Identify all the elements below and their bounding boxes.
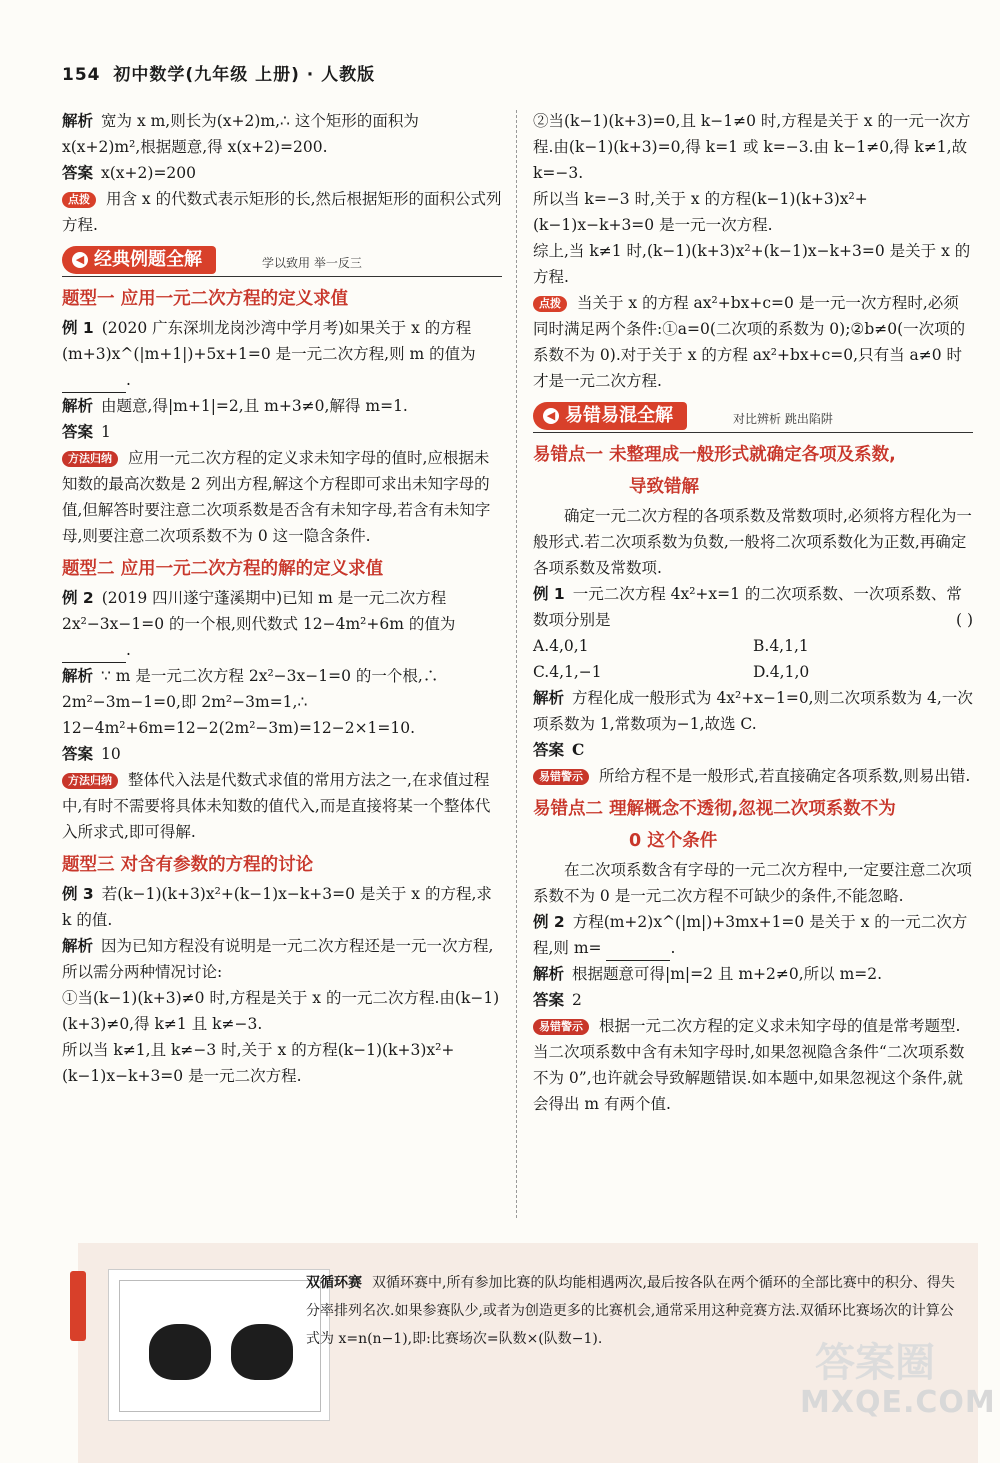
figure-left-image	[149, 1324, 211, 1380]
section-banner-errors: ◀ 易错易混全解 对比辨析 跳出陷阱	[533, 402, 973, 433]
example-1-answer: 答案 1	[62, 423, 111, 441]
example-2-answer: 答案 10	[62, 745, 121, 763]
background-title: 双循环赛	[306, 1275, 362, 1291]
error-point-2-intro: 在二次项系数含有字母的一元二次方程中,一定要注意二次项系数不为 0 是一元二次方程不可缺少的条件,不能忽略.	[533, 861, 972, 905]
column-divider	[516, 110, 517, 1218]
tip-badge: 点拨	[533, 296, 567, 312]
error-warning-2: 易错警示 根据一元二次方程的定义求未知字母的值是常考题型.当二次项系数中含有未知字母时,如果忽视隐含条件“二次项系数不为 0”,也许就会导致解题错误.如本题中,如果忽视这个条件,就会得出 m 有两个值.	[533, 1017, 965, 1113]
option-a: A.4,0,1	[533, 637, 589, 655]
megaphone-icon: ◀	[543, 408, 559, 424]
choice-paren: ( )	[955, 611, 973, 629]
error-point-1-intro: 确定一元二次方程的各项系数及常数项时,必须将方程化为一般形式.若二次项系数为负数,一般将二次项系数化为正数,再确定各项系数及常数项.	[533, 507, 972, 577]
book-title: 初中数学(九年级 上册) · 人教版	[113, 65, 376, 85]
intro-analysis: 解析 宽为 x m,则长为(x+2)m,∴ 这个矩形的面积为 x(x+2)m²,根据题意,得 x(x+2)=200.	[62, 112, 419, 156]
example-2-analysis: 解析 ∵ m 是一元二次方程 2x²−3x−1=0 的一个根,∴ 2m²−3m−1=0,即 2m²−3m=1,∴ 12−4m²+6m=12−2(2m²−3m)=12−2×1=10.	[62, 667, 439, 737]
example-3-case1-conclusion: 所以当 k≠1,且 k≠−3 时,关于 x 的方程(k−1)(k+3)x²+(k−1)x−k+3=0 是一元二次方程.	[62, 1041, 455, 1085]
example-3-case1: ①当(k−1)(k+3)≠0 时,方程是关于 x 的一元二次方程.由(k−1)(k+3)≠0,得 k≠1 且 k≠−3.	[62, 989, 500, 1033]
option-d: D.4,1,0	[753, 663, 810, 681]
megaphone-icon: ◀	[72, 252, 88, 268]
example-3-case2: ②当(k−1)(k+3)=0,且 k−1≠0 时,方程是关于 x 的一元一次方程.由(k−1)(k+3)=0,得 k=1 或 k=−3.由 k−1≠0,得 k≠1,故 k=−3.	[533, 112, 971, 182]
right-column	[533, 108, 973, 1117]
page-header	[62, 62, 375, 88]
error-example-1-analysis: 解析 方程化成一般形式为 4x²+x−1=0,则二次项系数为 4,一次项系数为 1,常数项为−1,故选 C.	[533, 689, 973, 733]
figure-right-image	[231, 1324, 293, 1380]
example-3-analysis: 解析 因为已知方程没有说明是一元二次方程还是一元一次方程,所以需分两种情况讨论:	[62, 937, 494, 981]
intro-answer: 答案 x(x+2)=200	[62, 164, 197, 182]
illustration	[108, 1269, 330, 1421]
section-title-type3: 题型三 对含有参数的方程的讨论	[62, 855, 314, 875]
side-tab	[70, 1271, 86, 1341]
example-2: 例 2 (2019 四川遂宁蓬溪期中)已知 m 是一元二次方程 2x²−3x−1=0 的一个根,则代数式 12−4m²+6m 的值为 .	[62, 585, 502, 663]
warning-badge: 易错警示	[533, 1019, 589, 1035]
tip-badge: 点拨	[62, 192, 96, 208]
method-badge: 方法归纳	[62, 451, 118, 467]
background-text: 双循环赛 双循环赛中,所有参加比赛的队均能相遇两次,最后按各队在两个循环的全部比赛中的积分、得失分率排列名次.如果参赛队少,或者为创造更多的比赛机会,通常采用这种竞赛方法.双循环比赛场次的计算公式为 x=n(n−1),即:比赛场次=队数×(队数−1).	[306, 1275, 955, 1347]
section-title-type2: 题型二 应用一元二次方程的解的定义求值	[62, 559, 384, 579]
error-example-2-analysis: 解析 根据题意可得|m|=2 且 m+2≠0,所以 m=2.	[533, 965, 883, 983]
option-b: B.4,1,1	[753, 637, 809, 655]
banner-tagline: 学以致用 举一反三	[262, 256, 362, 270]
banner-tagline: 对比辨析 跳出陷阱	[733, 412, 833, 426]
method-badge: 方法归纳	[62, 773, 118, 789]
tip-2: 点拨 当关于 x 的方程 ax²+bx+c=0 是一元一次方程时,必须同时满足两个条件:①a=0(二次项的系数为 0);②b≠0(一次项的系数不为 0).对于关于 x 的方程 ax²+bx+c=0,只有当 a≠0 时才是一元二次方程.	[533, 294, 966, 390]
example-3-case2-conclusion: 所以当 k=−3 时,关于 x 的方程(k−1)(k+3)x²+(k−1)x−k+3=0 是一元一次方程.	[533, 190, 868, 234]
watermark-url: MXQE.COM	[800, 1385, 996, 1420]
answer-blank	[62, 646, 126, 663]
example-1-analysis: 解析 由题意,得|m+1|=2,且 m+3≠0,解得 m=1.	[62, 397, 408, 415]
option-c: C.4,1,−1	[533, 663, 602, 681]
section-title-type1: 题型一 应用一元二次方程的定义求值	[62, 289, 349, 309]
left-column	[62, 108, 502, 1089]
error-example-1: 例 1 一元二次方程 4x²+x=1 的二次项系数、一次项系数、常数项分别是 ( )	[533, 581, 973, 633]
error-point-1-title: 易错点一 未整理成一般形式就确定各项及系数, 导致错解	[533, 445, 896, 497]
error-warning-1: 易错警示 所给方程不是一般形式,若直接确定各项系数,则易出错.	[533, 763, 973, 789]
analysis-label: 解析	[62, 112, 94, 130]
warning-badge: 易错警示	[533, 769, 589, 785]
answer-label: 答案	[62, 164, 94, 182]
choice-options	[533, 633, 973, 685]
error-example-2: 例 2 方程(m+2)x^(|m|)+3mx+1=0 是关于 x 的一元二次方程,则 m= .	[533, 909, 973, 961]
example-1: 例 1 (2020 广东深圳龙岗沙湾中学月考)如果关于 x 的方程(m+3)x^(|m+1|)+5x+1=0 是一元二次方程,则 m 的值为 .	[62, 315, 502, 393]
intro-tip: 点拨 用含 x 的代数式表示矩形的长,然后根据矩形的面积公式列方程.	[62, 190, 502, 234]
error-example-1-answer: 答案 C	[533, 740, 585, 759]
example-3: 例 3 若(k−1)(k+3)x²+(k−1)x−k+3=0 是关于 x 的方程,求 k 的值.	[62, 885, 492, 929]
watermark-logo: 答案圈	[815, 1340, 935, 1386]
method-summary-1: 方法归纳 应用一元二次方程的定义求未知字母的值时,应根据未知数的最高次数是 2 列出方程,解这个方程即可求出未知字母的值,但解答时要注意二次项系数是否含有未知字母,若含有未知字母,则要注意二次项系数不为 0 这一隐含条件.	[62, 449, 491, 545]
method-summary-2: 方法归纳 整体代入法是代数式求值的常用方法之一,在求值过程中,有时不需要将具体未知数的值代入,而是直接将某一个整体代入所求式,即可得解.	[62, 771, 491, 841]
example-3-summary: 综上,当 k≠1 时,(k−1)(k+3)x²+(k−1)x−k+3=0 是关于 x 的方程.	[533, 242, 971, 286]
section-banner-classic: ◀ 经典例题全解 学以致用 举一反三	[62, 246, 502, 277]
error-point-2-title: 易错点二 理解概念不透彻,忽视二次项系数不为 0 这个条件	[533, 799, 896, 851]
error-example-2-answer: 答案 2	[533, 991, 582, 1009]
answer-blank	[606, 944, 670, 961]
page-number: 154	[62, 65, 101, 85]
answer-blank	[62, 376, 126, 393]
